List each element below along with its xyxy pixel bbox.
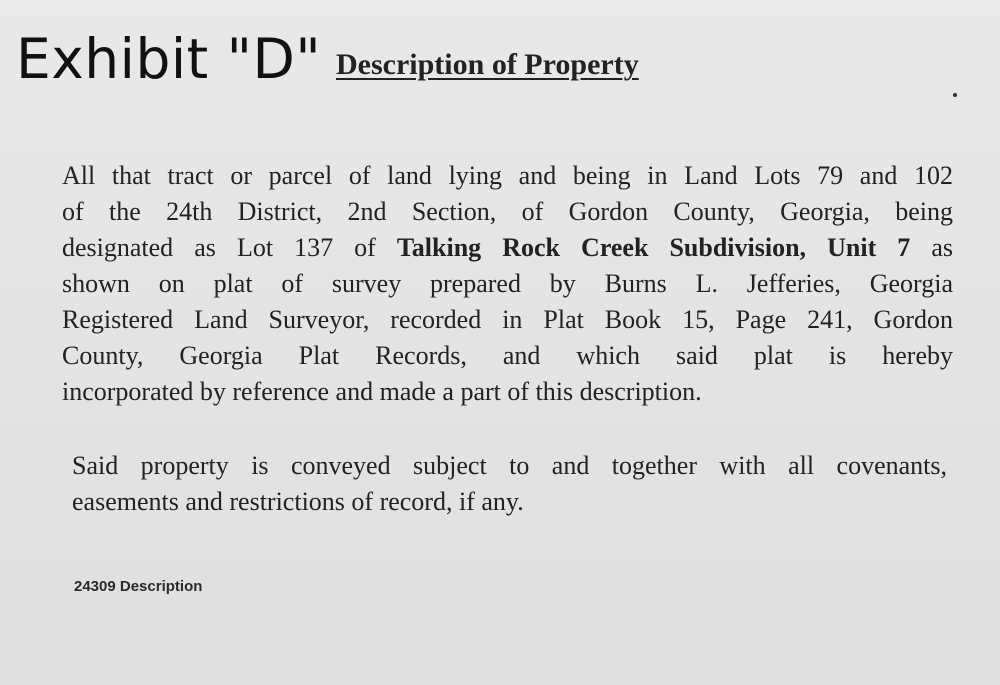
subdivision-name: Talking Rock Creek Subdivision, Unit 7 xyxy=(396,233,911,262)
paragraph-text: designated as Lot 137 of xyxy=(62,233,397,262)
paragraph-line: Registered Land Surveyor, recorded in Plat Book 15, Page 241, Gordon xyxy=(62,305,953,334)
scan-speck xyxy=(953,93,957,97)
paragraph-line: Said property is conveyed subject to and together with all covenants, xyxy=(72,451,947,480)
paragraph-line: incorporated by reference and made a part of this description. xyxy=(62,377,702,406)
exhibit-title: Exhibit "D" xyxy=(16,27,322,91)
paragraph-line xyxy=(62,230,953,266)
property-description-paragraph xyxy=(62,158,953,410)
covenants-paragraph xyxy=(72,448,947,520)
description-heading: Description of Property xyxy=(336,48,639,81)
paragraph-line: shown on plat of survey prepared by Burns L. Jefferies, Georgia xyxy=(62,269,953,298)
paragraph-line: of the 24th District, 2nd Section, of Gordon County, Georgia, being xyxy=(62,197,953,226)
paragraph-text: as xyxy=(910,233,953,262)
document-reference: 24309 Description xyxy=(74,578,203,595)
paragraph-line: County, Georgia Plat Records, and which said plat is hereby xyxy=(62,341,953,370)
paragraph-line: easements and restrictions of record, if any. xyxy=(72,487,524,516)
paragraph-line: All that tract or parcel of land lying and being in Land Lots 79 and 102 xyxy=(62,161,953,190)
